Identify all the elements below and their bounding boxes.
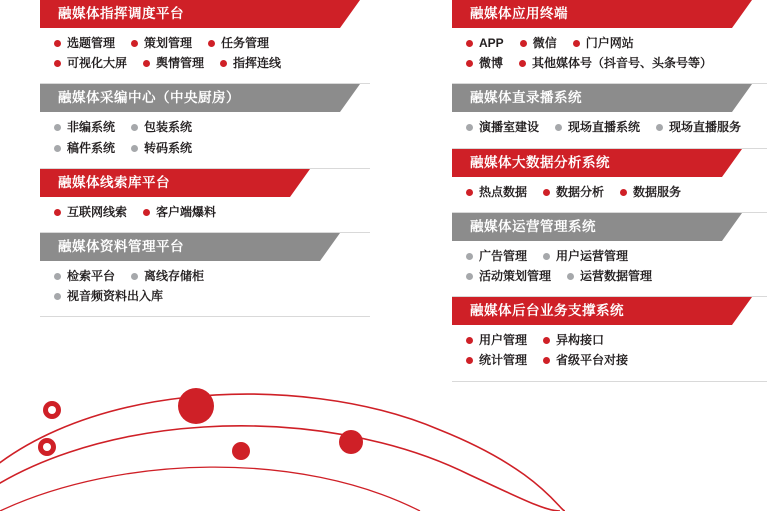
group-material-management-platform	[40, 233, 370, 317]
bullet-dot-icon	[54, 293, 61, 300]
bullet-dot-icon	[54, 124, 61, 131]
list-item[interactable]	[131, 270, 204, 283]
list-item[interactable]	[543, 250, 628, 263]
group-body-clue-library-platform	[40, 197, 370, 230]
list-item[interactable]	[220, 57, 281, 70]
list-item-label: 视音频资料出入库	[67, 289, 164, 304]
list-item-label: 非编系统	[67, 120, 116, 135]
group-header-application-terminal	[452, 0, 767, 28]
list-item-label: 微博	[479, 56, 504, 71]
list-item-label: 包装系统	[144, 120, 193, 135]
item-row	[466, 334, 767, 347]
group-header-live-recording-system	[452, 84, 767, 112]
bullet-dot-icon	[466, 337, 473, 344]
group-body-application-terminal	[452, 28, 767, 81]
list-item[interactable]	[656, 121, 741, 134]
list-item-label: 数据服务	[633, 184, 682, 199]
list-item[interactable]	[54, 121, 115, 134]
list-item-label: 运营数据管理	[580, 268, 653, 283]
item-row	[54, 57, 370, 70]
bullet-dot-icon	[131, 145, 138, 152]
group-title: 融媒体指挥调度平台	[58, 6, 184, 21]
list-item-label: 现场直播服务	[669, 120, 742, 135]
group-title: 融媒体线索库平台	[58, 174, 170, 190]
list-item-label: 可视化大屏	[67, 56, 128, 71]
list-item-label: 检索平台	[67, 268, 116, 283]
list-item-label: 离线存储柜	[144, 268, 205, 283]
group-title: 融媒体应用终端	[470, 6, 568, 21]
group-collection-editing-center	[40, 84, 370, 168]
list-item-label: 热点数据	[479, 184, 528, 199]
list-item[interactable]	[466, 270, 551, 283]
list-item-label: 现场直播系统	[568, 120, 641, 135]
list-item[interactable]	[466, 186, 527, 199]
bullet-dot-icon	[54, 273, 61, 280]
group-header-collection-editing-center	[40, 84, 370, 112]
list-item-label: 客户端爆料	[156, 204, 217, 219]
list-item[interactable]	[143, 206, 216, 219]
group-title: 融媒体资料管理平台	[58, 238, 184, 254]
item-row	[466, 186, 767, 199]
bullet-dot-icon	[131, 273, 138, 280]
list-item-label: 选题管理	[67, 36, 116, 50]
bullet-dot-icon	[466, 40, 473, 47]
bullet-dot-icon	[54, 60, 61, 67]
list-item[interactable]	[543, 334, 604, 347]
item-row	[466, 354, 767, 367]
list-item[interactable]	[543, 186, 604, 199]
item-row	[54, 142, 370, 155]
group-header-material-management-platform	[40, 233, 370, 261]
bullet-dot-icon	[543, 253, 550, 260]
group-title: 融媒体运营管理系统	[470, 218, 596, 234]
bullet-dot-icon	[143, 60, 150, 67]
list-item-label: 策划管理	[144, 36, 193, 50]
list-item-label: 演播室建设	[479, 120, 540, 135]
list-item[interactable]	[620, 186, 681, 199]
bullet-dot-icon	[131, 40, 138, 47]
list-item-label: APP	[479, 36, 504, 50]
list-item[interactable]	[131, 121, 192, 134]
bullet-dot-icon	[466, 60, 473, 67]
bullet-dot-icon	[656, 124, 663, 131]
group-header-operation-management-system	[452, 213, 767, 241]
group-header-big-data-analysis-system	[452, 149, 767, 177]
decorative-arcs	[0, 370, 775, 511]
group-header-clue-library-platform	[40, 169, 370, 197]
group-body-collection-editing-center	[40, 112, 370, 165]
group-divider	[40, 316, 370, 317]
list-item-label: 数据分析	[556, 184, 605, 199]
group-operation-management-system	[452, 213, 767, 297]
list-item-label: 稿件系统	[67, 140, 116, 155]
bullet-dot-icon	[520, 40, 527, 47]
list-item-label: 统计管理	[479, 353, 528, 368]
list-item[interactable]	[131, 37, 192, 50]
group-command-dispatch-platform	[40, 0, 370, 84]
bullet-dot-icon	[543, 189, 550, 196]
list-item-label: 用户运营管理	[556, 248, 629, 263]
group-big-data-analysis-system	[452, 149, 767, 213]
list-item[interactable]	[466, 57, 503, 70]
bullet-dot-icon	[543, 337, 550, 344]
bullet-dot-icon	[131, 124, 138, 131]
list-item[interactable]	[543, 354, 628, 367]
left-column	[40, 0, 370, 317]
group-clue-library-platform	[40, 169, 370, 233]
group-title: 融媒体采编中心（中央厨房）	[58, 90, 240, 106]
bullet-dot-icon	[466, 273, 473, 280]
list-item[interactable]	[54, 290, 163, 303]
item-row	[54, 206, 370, 219]
group-body-material-management-platform	[40, 261, 370, 314]
list-item-label: 用户管理	[479, 333, 528, 348]
list-item[interactable]	[54, 57, 127, 70]
item-row	[54, 290, 370, 303]
list-item[interactable]	[143, 57, 204, 70]
bullet-dot-icon	[466, 124, 473, 131]
group-divider	[452, 381, 767, 382]
list-item[interactable]	[131, 142, 192, 155]
bullet-dot-icon	[466, 189, 473, 196]
list-item[interactable]	[519, 57, 712, 70]
item-row	[54, 37, 370, 50]
list-item[interactable]	[208, 37, 269, 50]
item-row	[54, 270, 370, 283]
group-body-command-dispatch-platform	[40, 28, 370, 81]
bullet-dot-icon	[54, 209, 61, 216]
group-live-recording-system	[452, 84, 767, 148]
group-title: 融媒体直录播系统	[470, 90, 582, 106]
bullet-dot-icon	[208, 40, 215, 47]
bullet-dot-icon	[555, 124, 562, 131]
list-item-label: 舆情管理	[156, 56, 205, 71]
list-item[interactable]	[466, 37, 504, 50]
bullet-dot-icon	[220, 60, 227, 67]
group-title: 融媒体大数据分析系统	[470, 154, 610, 170]
item-row	[466, 121, 767, 134]
group-title: 融媒体后台业务支撑系统	[470, 303, 624, 319]
group-header-backend-business-support-system	[452, 297, 767, 325]
group-body-big-data-analysis-system	[452, 177, 767, 210]
list-item[interactable]	[466, 354, 527, 367]
list-item-label: 异构接口	[556, 333, 605, 348]
list-item-label: 转码系统	[144, 140, 193, 155]
bullet-dot-icon	[143, 209, 150, 216]
item-row	[466, 37, 767, 50]
bullet-dot-icon	[466, 357, 473, 364]
list-item-label: 指挥连线	[233, 56, 282, 71]
right-column	[452, 0, 767, 382]
list-item-label: 活动策划管理	[479, 268, 552, 283]
list-item[interactable]	[567, 270, 652, 283]
list-item[interactable]	[54, 270, 115, 283]
group-header-command-dispatch-platform	[40, 0, 370, 28]
list-item-label: 互联网线索	[67, 204, 128, 219]
bullet-dot-icon	[567, 273, 574, 280]
list-item[interactable]	[54, 37, 115, 50]
list-item[interactable]	[555, 121, 640, 134]
bullet-dot-icon	[573, 40, 580, 47]
list-item[interactable]	[573, 37, 634, 50]
list-item-label: 微信	[532, 36, 557, 50]
bullet-dot-icon	[54, 40, 61, 47]
list-item[interactable]	[466, 250, 527, 263]
group-body-live-recording-system	[452, 112, 767, 145]
list-item-label: 省级平台对接	[556, 353, 629, 368]
list-item-label: 门户网站	[585, 36, 634, 50]
list-item[interactable]	[466, 334, 527, 347]
group-application-terminal	[452, 0, 767, 84]
bullet-dot-icon	[519, 60, 526, 67]
bullet-dot-icon	[466, 253, 473, 260]
list-item[interactable]	[54, 142, 115, 155]
bullet-dot-icon	[543, 357, 550, 364]
group-backend-business-support-system	[452, 297, 767, 381]
item-row	[466, 57, 767, 70]
bullet-dot-icon	[620, 189, 627, 196]
bullet-dot-icon	[54, 145, 61, 152]
group-body-operation-management-system	[452, 241, 767, 294]
group-body-backend-business-support-system	[452, 325, 767, 378]
list-item-label: 任务管理	[221, 36, 270, 50]
list-item[interactable]	[466, 121, 539, 134]
list-item-label: 其他媒体号（抖音号、头条号等）	[532, 56, 713, 71]
item-row	[54, 121, 370, 134]
list-item[interactable]	[520, 37, 557, 50]
item-row	[466, 250, 767, 263]
item-row	[466, 270, 767, 283]
list-item[interactable]	[54, 206, 127, 219]
list-item-label: 广告管理	[479, 248, 528, 263]
